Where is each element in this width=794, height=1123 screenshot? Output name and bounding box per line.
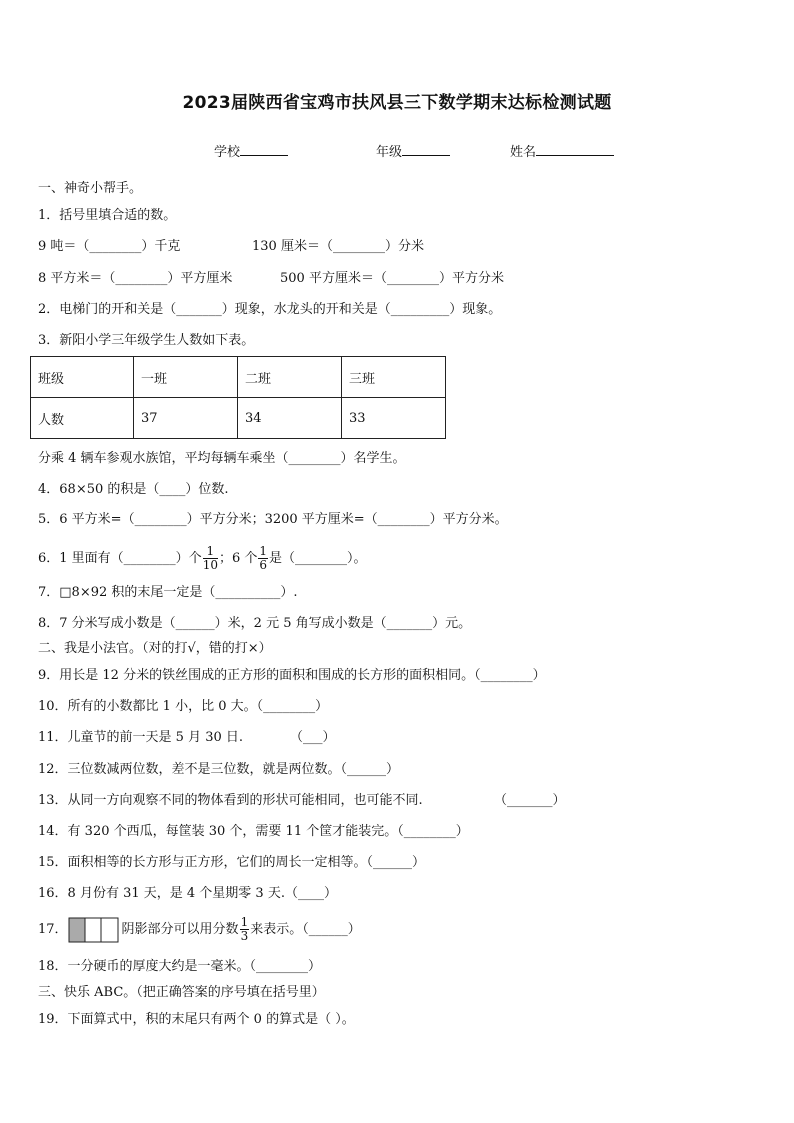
question-17-number: 17． [38,922,68,937]
question-13-blank: （_______） [494,793,566,808]
question-17-text1: 阴影部分可以用分数 [121,922,239,937]
question-1c: 8 平方米＝（________）平方厘米 [38,271,233,286]
question-12: 12．三位数减两位数，差不是三位数，就是两位数。（______） [38,762,400,777]
question-10: 10．所有的小数都比 1 小，比 0 大。（________） [38,699,329,714]
question-6-part1: 6．1 里面有（________）个 [38,551,202,566]
question-17 [38,913,361,947]
school-label: 学校 [214,145,241,160]
page-title: 2023届陕西省宝鸡市扶风县三下数学期末达标检测试题 [182,93,612,113]
question-17-text2: 来表示。（______） [250,922,361,937]
name-blank [536,142,614,156]
grade-label: 年级 [376,145,403,160]
school-blank [240,142,288,156]
question-8: 8．7 分米写成小数是（______）米，2 元 5 角写成小数是（_______）元。 [38,616,472,631]
table-cell: 37 [134,398,238,439]
section-3-heading: 三、快乐 ABC。（把正确答案的序号填在括号里） [38,985,325,1000]
question-15: 15．面积相等的长方形与正方形，它们的周长一定相等。（______） [38,855,426,870]
section-1-heading: 一、神奇小帮手。 [38,181,143,196]
table-cell: 33 [342,398,446,439]
question-19: 19．下面算式中，积的末尾只有两个 0 的算式是（ ）。 [38,1012,355,1027]
question-16: 16．8 月份有 31 天，是 4 个星期零 3 天.（____） [38,886,337,901]
table-cell: 34 [238,398,342,439]
question-1b: 130 厘米＝（________）分米 [252,239,424,254]
table-header-cell: 班级 [31,357,134,398]
question-4: 4．68×50 的积是（____）位数. [38,482,229,497]
section-2-heading: 二、我是小法官。（对的打√，错的打×） [38,641,272,656]
question-18: 18．一分硬币的厚度大约是一毫米。（________） [38,959,322,974]
question-1: 1．括号里填合适的数。 [38,208,177,223]
question-3b: 分乘 4 辆车参观水族馆，平均每辆车乘坐（________）名学生。 [38,451,406,466]
fraction-one-tenth: $\frac{1}{10}$ [202,544,218,572]
question-1a: 9 吨＝（________）千克 [38,239,181,254]
school-field [214,141,288,160]
question-11-blank: （___） [290,730,336,745]
shaded-rectangle-figure [68,916,120,944]
question-3: 3．新阳小学三年级学生人数如下表。 [38,333,255,348]
table-row [31,398,446,439]
table-cell: 人数 [31,398,134,439]
question-11: 11．儿童节的前一天是 5 月 30 日. [38,730,244,745]
question-7: 7．□8×92 积的末尾一定是（__________）. [38,585,298,600]
question-6 [38,542,367,576]
fraction-one-sixth: $\frac{1}{6}$ [259,544,268,572]
grade-blank [402,142,450,156]
table-header-cell: 三班 [342,357,446,398]
question-9: 9．用长是 12 分米的铁丝围成的正方形的面积和围成的长方形的面积相同。（________） [38,668,546,683]
table-header-cell: 一班 [134,357,238,398]
question-13: 13．从同一方向观察不同的物体看到的形状可能相同，也可能不同. [38,793,423,808]
question-6-part3: 是（________）。 [269,551,367,566]
table-header-cell: 二班 [238,357,342,398]
students-table [30,356,446,439]
fraction-one-third: $\frac{1}{3}$ [240,915,249,943]
question-5: 5．6 平方米=（________）平方分米；3200 平方厘米=（________）平方分米。 [38,512,508,527]
table-row [31,357,446,398]
grade-field [376,141,450,160]
question-1d: 500 平方厘米＝（________）平方分米 [280,271,504,286]
question-14: 14．有 320 个西瓜，每筐装 30 个，需要 11 个筐才能装完。（________） [38,824,469,839]
name-label: 姓名 [510,145,537,160]
question-2: 2．电梯门的开和关是（_______）现象，水龙头的开和关是（_________）现象。 [38,302,502,317]
name-field [510,141,614,160]
question-6-part2: ；6 个 [218,551,258,566]
